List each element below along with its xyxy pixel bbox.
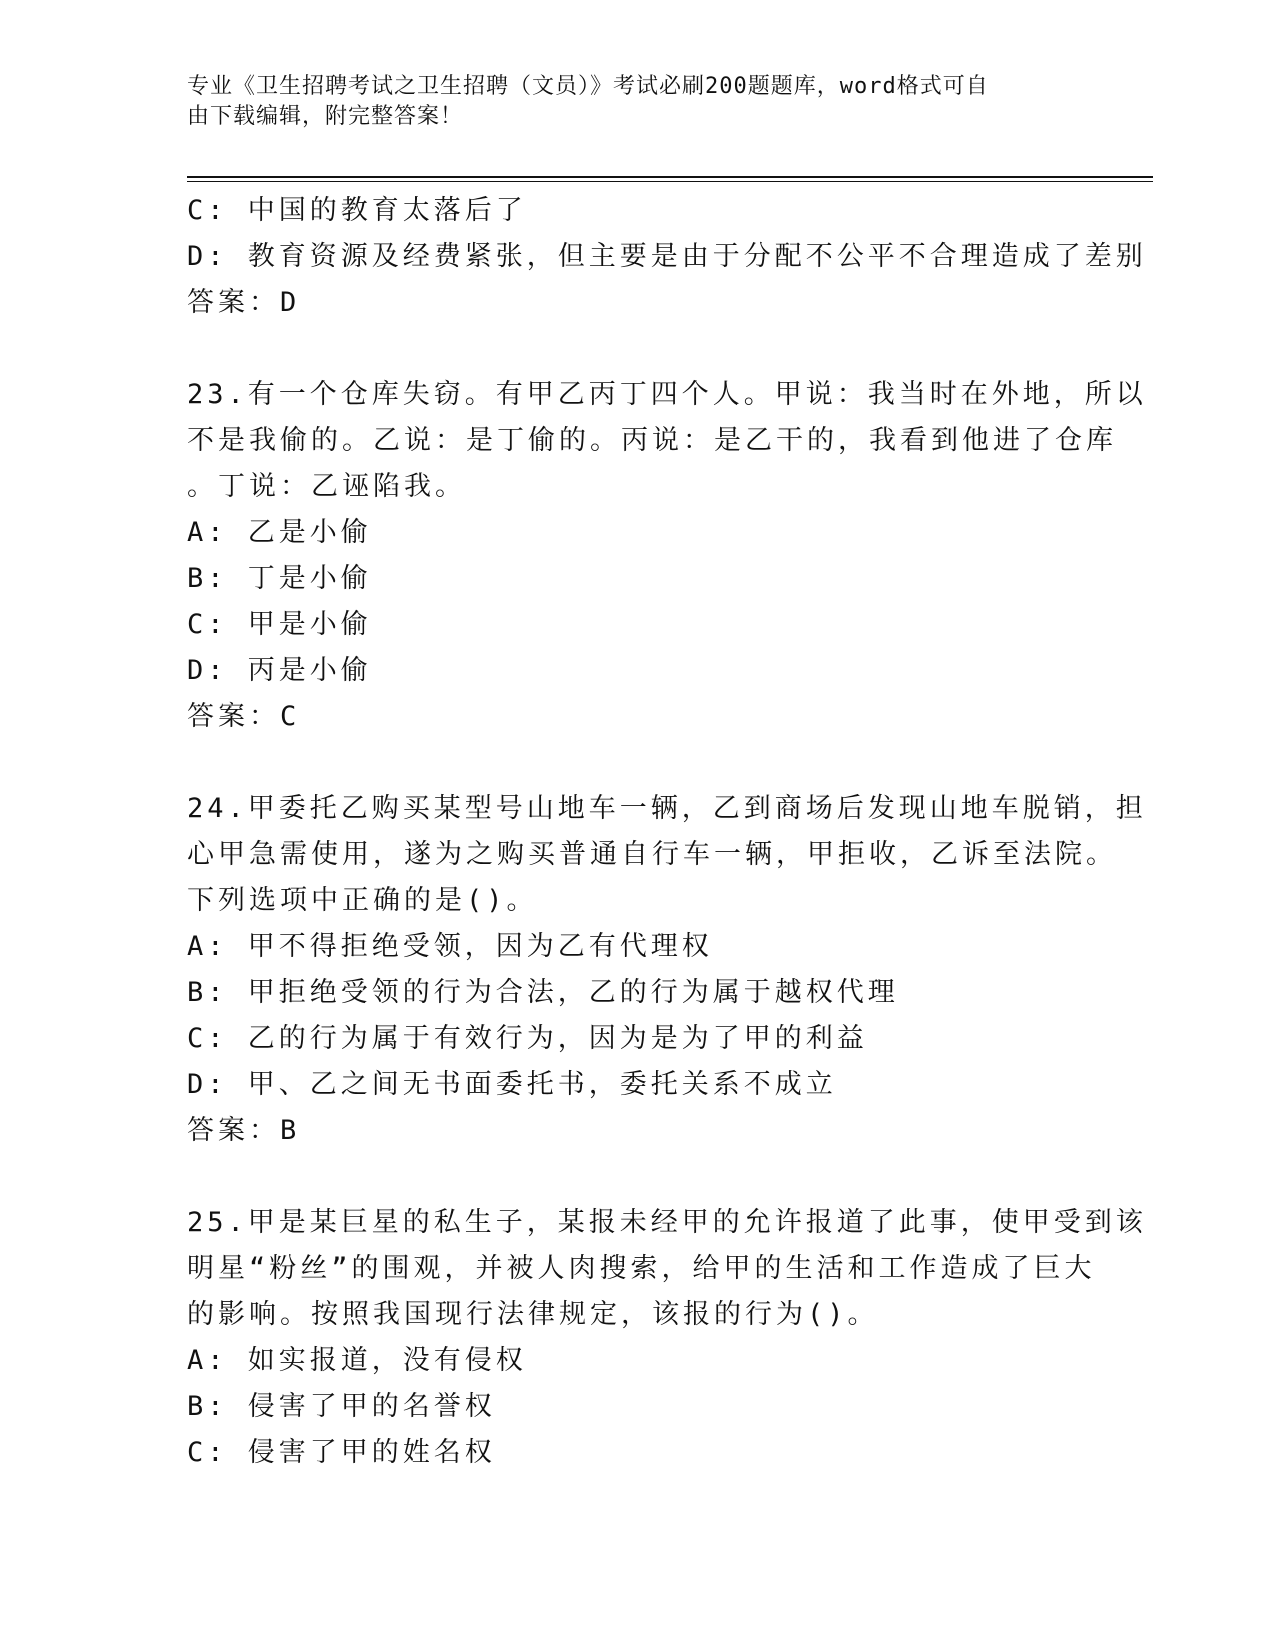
option-d: D: 丙是小偷 xyxy=(187,655,372,686)
option-c: C: 中国的教育太落后了 xyxy=(187,195,527,226)
option-a: A: 乙是小偷 xyxy=(187,517,372,548)
option-b: B: 甲拒绝受领的行为合法，乙的行为属于越权代理 xyxy=(187,977,899,1008)
header-divider-thin xyxy=(187,181,1153,182)
answer-line: 答案：D xyxy=(187,287,301,318)
question-text-line: 25.甲是某巨星的私生子，某报未经甲的允许报道了此事，使甲受到该 xyxy=(187,1207,1147,1238)
header-line-2: 由下载编辑，附完整答案！ xyxy=(187,104,464,129)
header-line-1: 专业《卫生招聘考试之卫生招聘（文员）》考试必刷200题题库，word格式可自 xyxy=(187,74,989,99)
question-text-line: 下列选项中正确的是()。 xyxy=(187,885,538,916)
question-text-line: 心甲急需使用，遂为之购买普通自行车一辆，甲拒收，乙诉至法院。 xyxy=(187,839,1117,870)
option-d: D: 教育资源及经费紧张，但主要是由于分配不公平不合理造成了差别 xyxy=(187,241,1147,272)
header-divider-thick xyxy=(187,176,1153,178)
previous-question-tail xyxy=(187,188,1147,326)
option-c: C: 侵害了甲的姓名权 xyxy=(187,1437,496,1468)
question-text-line: 23.有一个仓库失窃。有甲乙丙丁四个人。甲说：我当时在外地，所以 xyxy=(187,379,1147,410)
question-text-line: 。丁说：乙诬陷我。 xyxy=(187,471,466,502)
question-text-line: 24.甲委托乙购买某型号山地车一辆，乙到商场后发现山地车脱销，担 xyxy=(187,793,1147,824)
option-b: B: 侵害了甲的名誉权 xyxy=(187,1391,496,1422)
answer-line: 答案：C xyxy=(187,701,301,732)
option-c: C: 甲是小偷 xyxy=(187,609,372,640)
question-25 xyxy=(187,1200,1147,1476)
option-c: C: 乙的行为属于有效行为，因为是为了甲的利益 xyxy=(187,1023,868,1054)
question-text xyxy=(187,786,1147,924)
question-text-line: 明星“粉丝”的围观，并被人肉搜索，给甲的生活和工作造成了巨大 xyxy=(187,1253,1096,1284)
question-text-line: 的影响。按照我国现行法律规定，该报的行为()。 xyxy=(187,1299,879,1330)
option-d: D: 甲、乙之间无书面委托书，委托关系不成立 xyxy=(187,1069,837,1100)
option-b: B: 丁是小偷 xyxy=(187,563,372,594)
option-a: A: 如实报道，没有侵权 xyxy=(187,1345,527,1376)
option-a: A: 甲不得拒绝受领，因为乙有代理权 xyxy=(187,931,713,962)
page-header xyxy=(187,72,1067,132)
question-text-line: 不是我偷的。乙说：是丁偷的。丙说：是乙干的，我看到他进了仓库 xyxy=(187,425,1117,456)
question-text xyxy=(187,1200,1147,1338)
question-23 xyxy=(187,372,1147,740)
answer-line: 答案：B xyxy=(187,1115,301,1146)
question-24 xyxy=(187,786,1147,1154)
question-text xyxy=(187,372,1147,510)
question-content xyxy=(187,188,1147,1476)
